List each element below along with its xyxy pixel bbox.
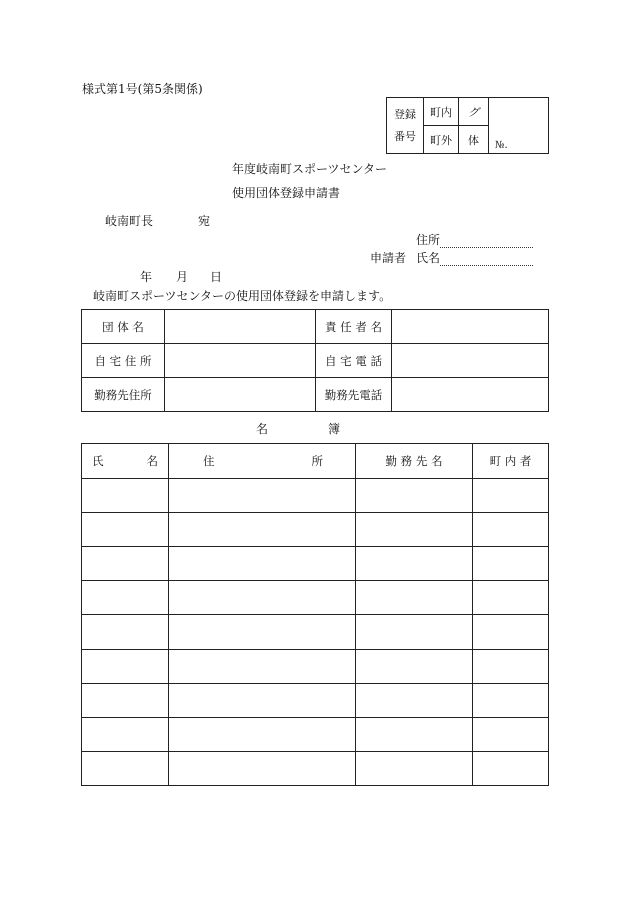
name-field[interactable]	[440, 253, 533, 266]
table-row	[82, 513, 549, 547]
roster-cell[interactable]	[82, 717, 169, 751]
in-town-cell: 町内	[424, 98, 459, 126]
table-row	[82, 479, 549, 513]
work-phone-label: 勤務先電話	[316, 378, 392, 412]
name-row	[416, 249, 533, 266]
roster-cell[interactable]	[169, 649, 356, 683]
home-address-label: 自 宅 住 所	[82, 344, 165, 378]
table-row	[82, 751, 549, 785]
roster-cell[interactable]	[169, 513, 356, 547]
group-char-bottom: 体	[459, 126, 489, 154]
roster-cell[interactable]	[82, 547, 169, 581]
work-phone-field[interactable]	[392, 378, 549, 412]
roster-cell[interactable]	[356, 683, 473, 717]
group-info-table	[81, 309, 549, 412]
roster-cell[interactable]	[356, 479, 473, 513]
roster-cell[interactable]	[169, 717, 356, 751]
statement: 岐南町スポーツセンターの使用団体登録を申請します。	[93, 289, 392, 303]
roster-cell[interactable]	[473, 547, 549, 581]
roster-cell[interactable]	[356, 581, 473, 615]
table-row	[82, 717, 549, 751]
roster-cell[interactable]	[473, 513, 549, 547]
roster-cell[interactable]	[169, 547, 356, 581]
roster-cell[interactable]	[356, 751, 473, 785]
group-char-top: グ	[459, 98, 489, 126]
roster-cell[interactable]	[82, 683, 169, 717]
work-address-field[interactable]	[165, 378, 316, 412]
out-town-cell: 町外	[424, 126, 459, 154]
roster-cell[interactable]	[169, 479, 356, 513]
roster-cell[interactable]	[356, 513, 473, 547]
table-row	[82, 615, 549, 649]
roster-cell[interactable]	[473, 717, 549, 751]
roster-cell[interactable]	[473, 479, 549, 513]
roster-cell[interactable]	[473, 581, 549, 615]
honorific: 宛	[198, 214, 211, 228]
form-number: 様式第1号(第5条関係)	[82, 82, 203, 96]
roster-cell[interactable]	[473, 649, 549, 683]
roster-header-workplace: 勤 務 先 名	[356, 444, 473, 479]
number-label: №.	[495, 140, 508, 151]
address-label: 住所	[416, 233, 441, 247]
roster-cell[interactable]	[356, 717, 473, 751]
group-name-label: 団 体 名	[82, 310, 165, 344]
roster-table	[81, 443, 549, 786]
address-field[interactable]	[440, 235, 533, 248]
roster-cell[interactable]	[169, 615, 356, 649]
roster-cell[interactable]	[473, 751, 549, 785]
date-day: 日	[210, 270, 223, 284]
registration-label: 登録 番号	[387, 98, 424, 154]
roster-cell[interactable]	[169, 683, 356, 717]
roster-cell[interactable]	[356, 649, 473, 683]
name-label: 氏名	[416, 251, 441, 265]
title-line-2: 使用団体登録申請書	[232, 186, 341, 200]
roster-cell[interactable]	[82, 751, 169, 785]
roster-cell[interactable]	[356, 615, 473, 649]
table-row	[82, 581, 549, 615]
roster-cell[interactable]	[82, 615, 169, 649]
roster-cell[interactable]	[473, 615, 549, 649]
roster-header-address: 住 所	[169, 444, 356, 479]
registration-number-field[interactable]	[489, 98, 549, 154]
table-row	[82, 683, 549, 717]
registration-box	[386, 97, 549, 154]
date-year: 年	[140, 270, 153, 284]
representative-label: 責 任 者 名	[316, 310, 392, 344]
group-name-field[interactable]	[165, 310, 316, 344]
roster-cell[interactable]	[82, 649, 169, 683]
roster-header-name: 氏 名	[82, 444, 169, 479]
table-row	[82, 649, 549, 683]
roster-cell[interactable]	[82, 581, 169, 615]
home-address-field[interactable]	[165, 344, 316, 378]
roster-cell[interactable]	[169, 581, 356, 615]
home-phone-field[interactable]	[392, 344, 549, 378]
addressee: 岐南町長	[105, 214, 154, 228]
roster-cell[interactable]	[473, 683, 549, 717]
title-line-1: 年度岐南町スポーツセンター	[232, 162, 388, 176]
table-row	[82, 547, 549, 581]
roster-cell[interactable]	[356, 547, 473, 581]
roster-cell[interactable]	[82, 513, 169, 547]
roster-header-resident: 町 内 者	[473, 444, 549, 479]
roster-cell[interactable]	[169, 751, 356, 785]
home-phone-label: 自 宅 電 話	[316, 344, 392, 378]
representative-field[interactable]	[392, 310, 549, 344]
roster-title: 名 簿	[256, 422, 341, 436]
date-month: 月	[176, 270, 189, 284]
work-address-label: 勤務先住所	[82, 378, 165, 412]
applicant-label: 申請者	[370, 251, 407, 265]
address-row	[416, 231, 533, 248]
roster-cell[interactable]	[82, 479, 169, 513]
